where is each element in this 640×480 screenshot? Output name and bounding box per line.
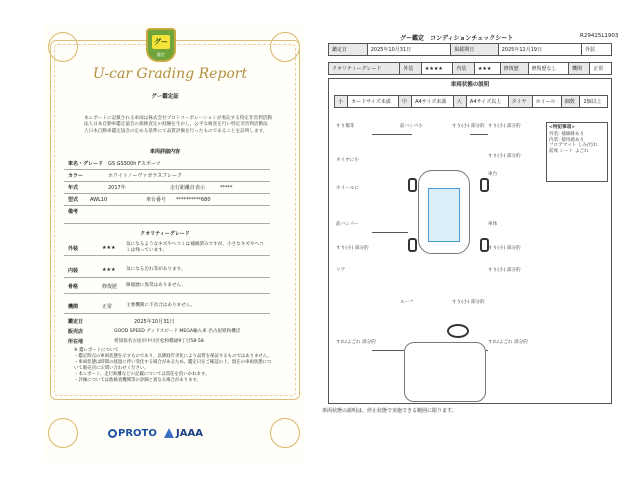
legend-a4: A4サイズ未満 <box>412 96 454 108</box>
name-label: 車名・グレード <box>68 161 104 167</box>
color-row <box>64 170 270 182</box>
ornament <box>48 418 78 448</box>
exterior-desc: 気になるようなキズやヘコミは補修済みですが、小さなキズやヘコミは残っています。 <box>126 242 264 253</box>
vehicle-section-title: 車両詳細内容 <box>149 149 180 155</box>
annotation-7: すり(小) 部分的 <box>488 154 521 159</box>
goo-appraisal-logo <box>146 28 176 62</box>
proto-logo-icon <box>108 429 117 438</box>
report-header: U-car Grading Report <box>92 66 248 82</box>
certificate-notes <box>74 348 274 384</box>
int-label: 内装 <box>453 63 474 75</box>
frame-value-sheet: 修復歴なし <box>528 63 568 75</box>
remarks-row <box>64 206 270 224</box>
interior-grade-row <box>64 262 270 278</box>
connector-line <box>372 232 408 233</box>
sheet-id: R29425L1903 <box>580 33 619 39</box>
quality-section-title: クオリティーグレード <box>140 231 190 237</box>
sheet-date-value: 2025年10月31日 <box>367 44 450 56</box>
chassis-value: **********680 <box>176 197 211 203</box>
mechanical-grade-row <box>64 298 270 314</box>
model-row <box>64 194 270 206</box>
frame-label-sheet: 修復歴 <box>500 63 528 75</box>
annotation-11: 車体 <box>488 222 498 227</box>
name-value: GS GS300h Fスポーツ <box>108 161 161 167</box>
ext-label: 外装 <box>400 63 421 75</box>
color-value: ホワイトノーヴァガラスフレーク <box>108 173 183 179</box>
annotation-13: リア <box>336 268 346 273</box>
legend-table <box>334 95 608 108</box>
year-row <box>64 182 270 194</box>
year-label: 年式 <box>68 185 79 191</box>
front-right-tire <box>480 178 489 192</box>
connector-line <box>486 350 488 351</box>
count-label: 個数 <box>561 96 580 108</box>
sheet-date-label: 鑑定日 <box>329 44 368 56</box>
annotation-12: すり(小) 部分的 <box>488 246 521 251</box>
note-3: ・本レポート、走行距離などの記載については責任を負いかねます。 <box>74 372 210 377</box>
chassis-label: 車台番号 <box>146 197 167 203</box>
pub-value: 2025年12月19日 <box>498 44 581 56</box>
connector-line <box>372 350 404 351</box>
remarks-label: 備考 <box>68 209 79 215</box>
annotation-5: すり(小) 部分的 <box>452 124 485 129</box>
note-4: ・評価については他検査機関等の評価と異なる場合があります。 <box>74 378 201 383</box>
annotation-15: ルーフ <box>400 300 414 305</box>
address-row <box>64 336 270 348</box>
annotation-10: すり(小) 部分的 <box>336 246 369 251</box>
note-2: ・車両状態は時間の経過に伴い変化する場合があるため、鑑定日をご確認の上、現在の車両状態について販売店にお問い合わせください。 <box>74 360 272 371</box>
front-left-tire <box>408 178 417 192</box>
ornament <box>270 418 300 448</box>
qg-label: クオリティーグレード <box>329 63 400 75</box>
mechanical-value: 正常 <box>102 304 113 310</box>
tire-label: タイヤ <box>508 96 532 108</box>
certificate-title: グー鑑定証 <box>151 94 179 100</box>
annotation-3: ホイールに <box>336 186 359 191</box>
exterior-label: 外装 <box>68 246 79 252</box>
mechanical-desc: 主要機関に不具合はありません。 <box>126 303 196 308</box>
annotation-16: すり(小) 部分的 <box>452 300 485 305</box>
mechanical-label: 機関 <box>68 304 79 310</box>
logo-text: グー <box>152 35 170 49</box>
frame-value: 修復歴 <box>102 284 118 290</box>
special-notes-box <box>546 122 608 182</box>
interior-label: 内装 <box>68 268 79 274</box>
annotation-6: すり(小) 部分的 <box>488 124 521 129</box>
logo-sub: 鑑定 <box>157 52 165 57</box>
date-label: 鑑定日 <box>68 319 84 325</box>
frame-desc: 修復歴に異常はありません。 <box>126 283 186 288</box>
mech-value-sheet: 正常 <box>590 63 612 75</box>
legend-small: 小 <box>335 96 348 108</box>
model-label: 型式 <box>68 197 79 203</box>
color-label: カラー <box>68 173 84 179</box>
mileage-value: ***** <box>220 185 233 191</box>
interior-stars: ★★★ <box>102 267 116 273</box>
annotation-8: 車台 <box>488 172 498 177</box>
name-row <box>64 158 270 170</box>
sheet-title: グー鑑定 コンディションチェックシート <box>400 35 514 42</box>
sheet-footer: 車両状態の説明は、停止状態で実施できる範囲に限ります。 <box>322 408 457 414</box>
connector-line <box>470 134 488 135</box>
count-value: 2個以上 <box>580 96 608 108</box>
date-table <box>328 43 612 56</box>
grade-table <box>328 62 612 75</box>
frame-label: 骨格 <box>68 284 79 290</box>
rear-left-tire <box>408 238 417 252</box>
jaaa-logo-icon <box>164 428 174 438</box>
annotation-17: すれ/よごれ 部分的 <box>336 340 376 345</box>
legend-card: カードサイズ未満 <box>348 96 399 108</box>
special-notes-text: 外装: 補修跡あり 内装: 使用感あり フロアマット しみ/汚れ 前席 シート よごれ <box>549 132 598 154</box>
annotation-1: すり傷等 <box>336 124 355 129</box>
legend-a4over: A4サイズ以上 <box>466 96 508 108</box>
dealer-label: 販売店 <box>68 329 84 335</box>
exterior-grade-row <box>64 240 270 256</box>
frame-grade-row <box>64 278 270 294</box>
date-value: 2025年10月31日 <box>134 319 175 325</box>
pub-extra: 外装 <box>582 44 612 56</box>
exterior-stars: ★★★ <box>102 245 116 251</box>
intro-text: 本レポートに記載される車両は株式会社プロトコーポレーションが委託する特定非営利活動法人日本自動車鑑定協会の保険査定の経験を生かし、公平な検査を行い特定非営利活動法人日本自動車鑑定協会の定める基準にて品質評価を行ったものであることを証明します。 <box>84 116 272 134</box>
annotation-18: すれ/よごれ 部分的 <box>488 340 528 345</box>
jaaa-brand: JAAA <box>176 428 203 439</box>
mech-label-sheet: 機関 <box>568 63 589 75</box>
explain-title: 車両状態の説明 <box>450 82 490 88</box>
legend-large: 大 <box>453 96 466 108</box>
special-notes-title: <特記事項> <box>549 125 576 130</box>
interior-desc: 気になる汚れ等があります。 <box>126 267 186 272</box>
year-value: 2017年 <box>108 185 126 191</box>
tire-value: ホイール <box>532 96 561 108</box>
model-value: AWL10 <box>90 197 108 203</box>
pub-label: 掲載期日 <box>451 44 499 56</box>
address-label: 所在地 <box>68 339 84 345</box>
annotation-9: 前バンパー <box>336 222 359 227</box>
address-value: 愛知県名古屋市中川区松和橋通9丁目58-58 <box>114 339 204 344</box>
ext-value: ★★★★ <box>421 63 453 75</box>
proto-brand: PROTO <box>118 428 157 439</box>
connector-line <box>372 134 412 135</box>
legend-medium: 中 <box>398 96 411 108</box>
mileage-label: 走行距離計表示 <box>170 185 206 191</box>
annotation-2: タイヤに小 <box>336 158 359 163</box>
dealer-value: GOOD SPEED グッドスピード MEGA輸入車 名古屋紙和機店 <box>114 329 241 334</box>
annotation-14: すり(小) 部分的 <box>488 268 521 273</box>
int-value: ★★★ <box>474 63 500 75</box>
steering-wheel-icon <box>447 324 469 338</box>
note-1: ・鑑定時点の車両状態を示すものであり、以降経年劣化により品質を保証するものではありません。 <box>74 354 272 359</box>
annotation-4: 前バンパ小 <box>400 124 423 129</box>
notes-title: ※ 鑑レポートについて <box>74 348 119 353</box>
car-cabin <box>428 188 460 242</box>
car-interior-view <box>404 342 486 402</box>
